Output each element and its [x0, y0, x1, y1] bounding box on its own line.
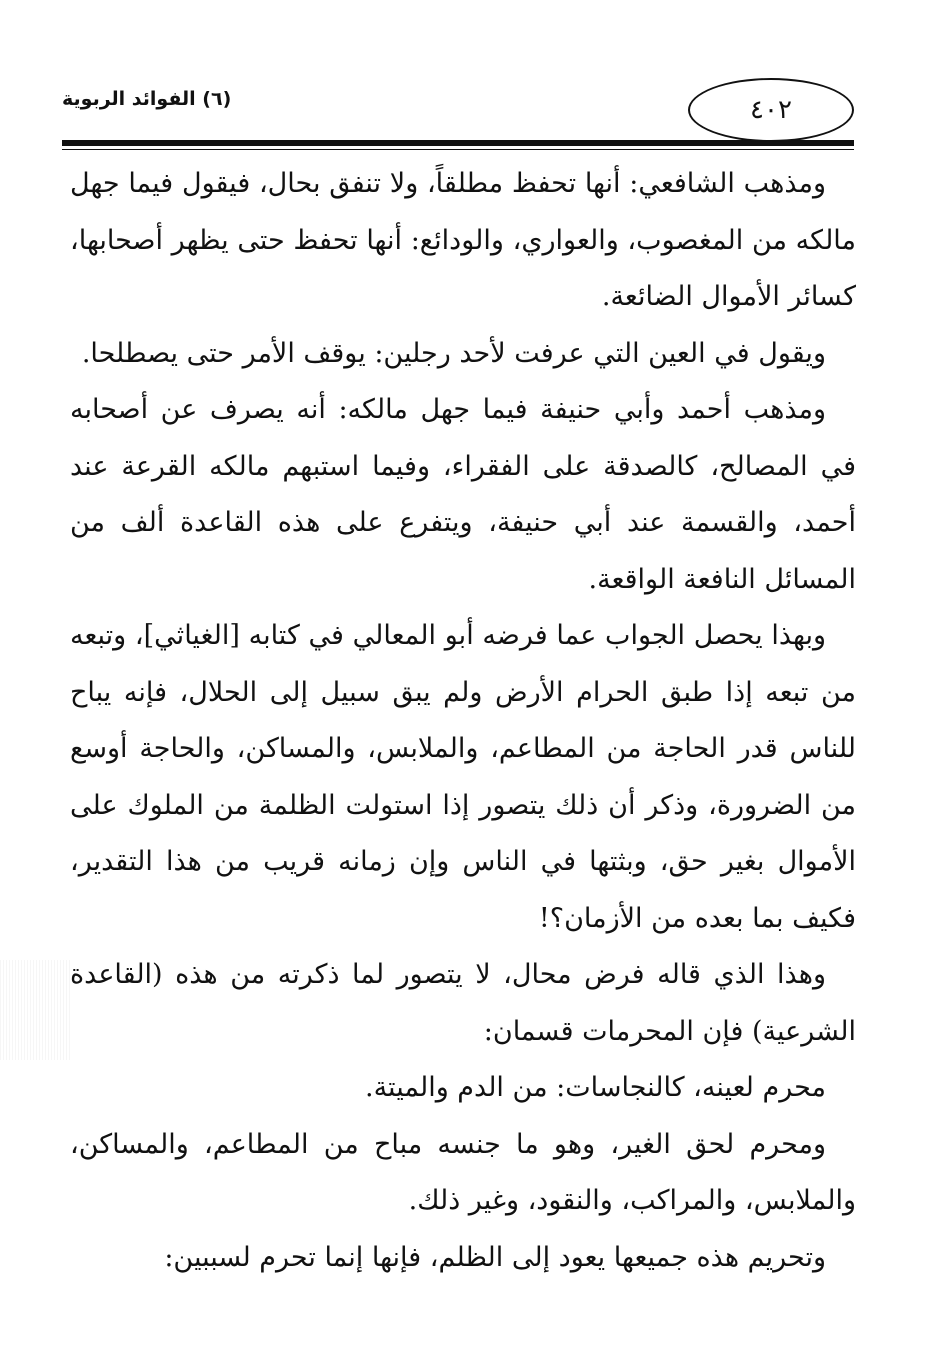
- paragraph: وتحريم هذه جميعها يعود إلى الظلم، فإنها إنما تحرم لسببين:: [164, 1241, 826, 1273]
- page-header: [62, 78, 854, 150]
- scan-artifact: [0, 960, 70, 1060]
- header-rule-thin: [62, 149, 854, 150]
- paragraph: ويقول في العين التي عرفت لأحد رجلين: يوقف الأمر حتى يصطلحا.: [81, 337, 826, 369]
- paragraph: ومذهب الشافعي: أنها تحفظ مطلقاً، ولا تنفق بحال، فيقول فيما جهل مالكه من المغصوب، والعواري، والودائع: أنها تحفظ حتى يظهر أصحابها، كسائر الأموال الضائعة.: [70, 168, 856, 312]
- header-rule-thick: [62, 140, 854, 146]
- page-number-oval: [688, 78, 854, 142]
- paragraph: ومحرم لحق الغير، وهو ما جنسه مباح من المطاعم، والمساكن، والملابس، والمراكب، والنقود، وغير ذلك.: [70, 1128, 856, 1216]
- running-title: (٦) الفوائد الربوية: [62, 88, 232, 110]
- paragraph: وبهذا يحصل الجواب عما فرضه أبو المعالي في كتابه [الغياثي]، وتبعه من تبعه إذا طبق الحرام الأرض ولم يبق سبيل إلى الحلال، فإنه يباح للناس قدر الحاجة من المطاعم، والملابس، والمساكن، والحاجة أوسع من الضرورة، وذكر أن ذلك يتصور إذا استولت الظلمة من الملوك على الأموال بغير حق، وبثتها في الناس وإن زمانه قريب من هذا التقدير، فكيف بما بعده من الأزمان؟!: [70, 620, 856, 934]
- page-number: ٤٠٢: [750, 95, 792, 125]
- paragraph: ومذهب أحمد وأبي حنيفة فيما جهل مالكه: أنه يصرف عن أصحابه في المصالح، كالصدقة على الفقراء، وفيما استبهم مالكه القرعة عند أحمد، والقسمة عند أبي حنيفة، ويتفرع على هذه القاعدة ألف من المسائل النافعة الواقعة.: [70, 394, 856, 595]
- body-text: [70, 156, 856, 1286]
- paragraph: وهذا الذي قاله فرض محال، لا يتصور لما ذكرته من هذه (القاعدة الشرعية) فإن المحرمات قسمان:: [70, 959, 856, 1047]
- paragraph: محرم لعينه، كالنجاسات: من الدم والميتة.: [365, 1072, 826, 1103]
